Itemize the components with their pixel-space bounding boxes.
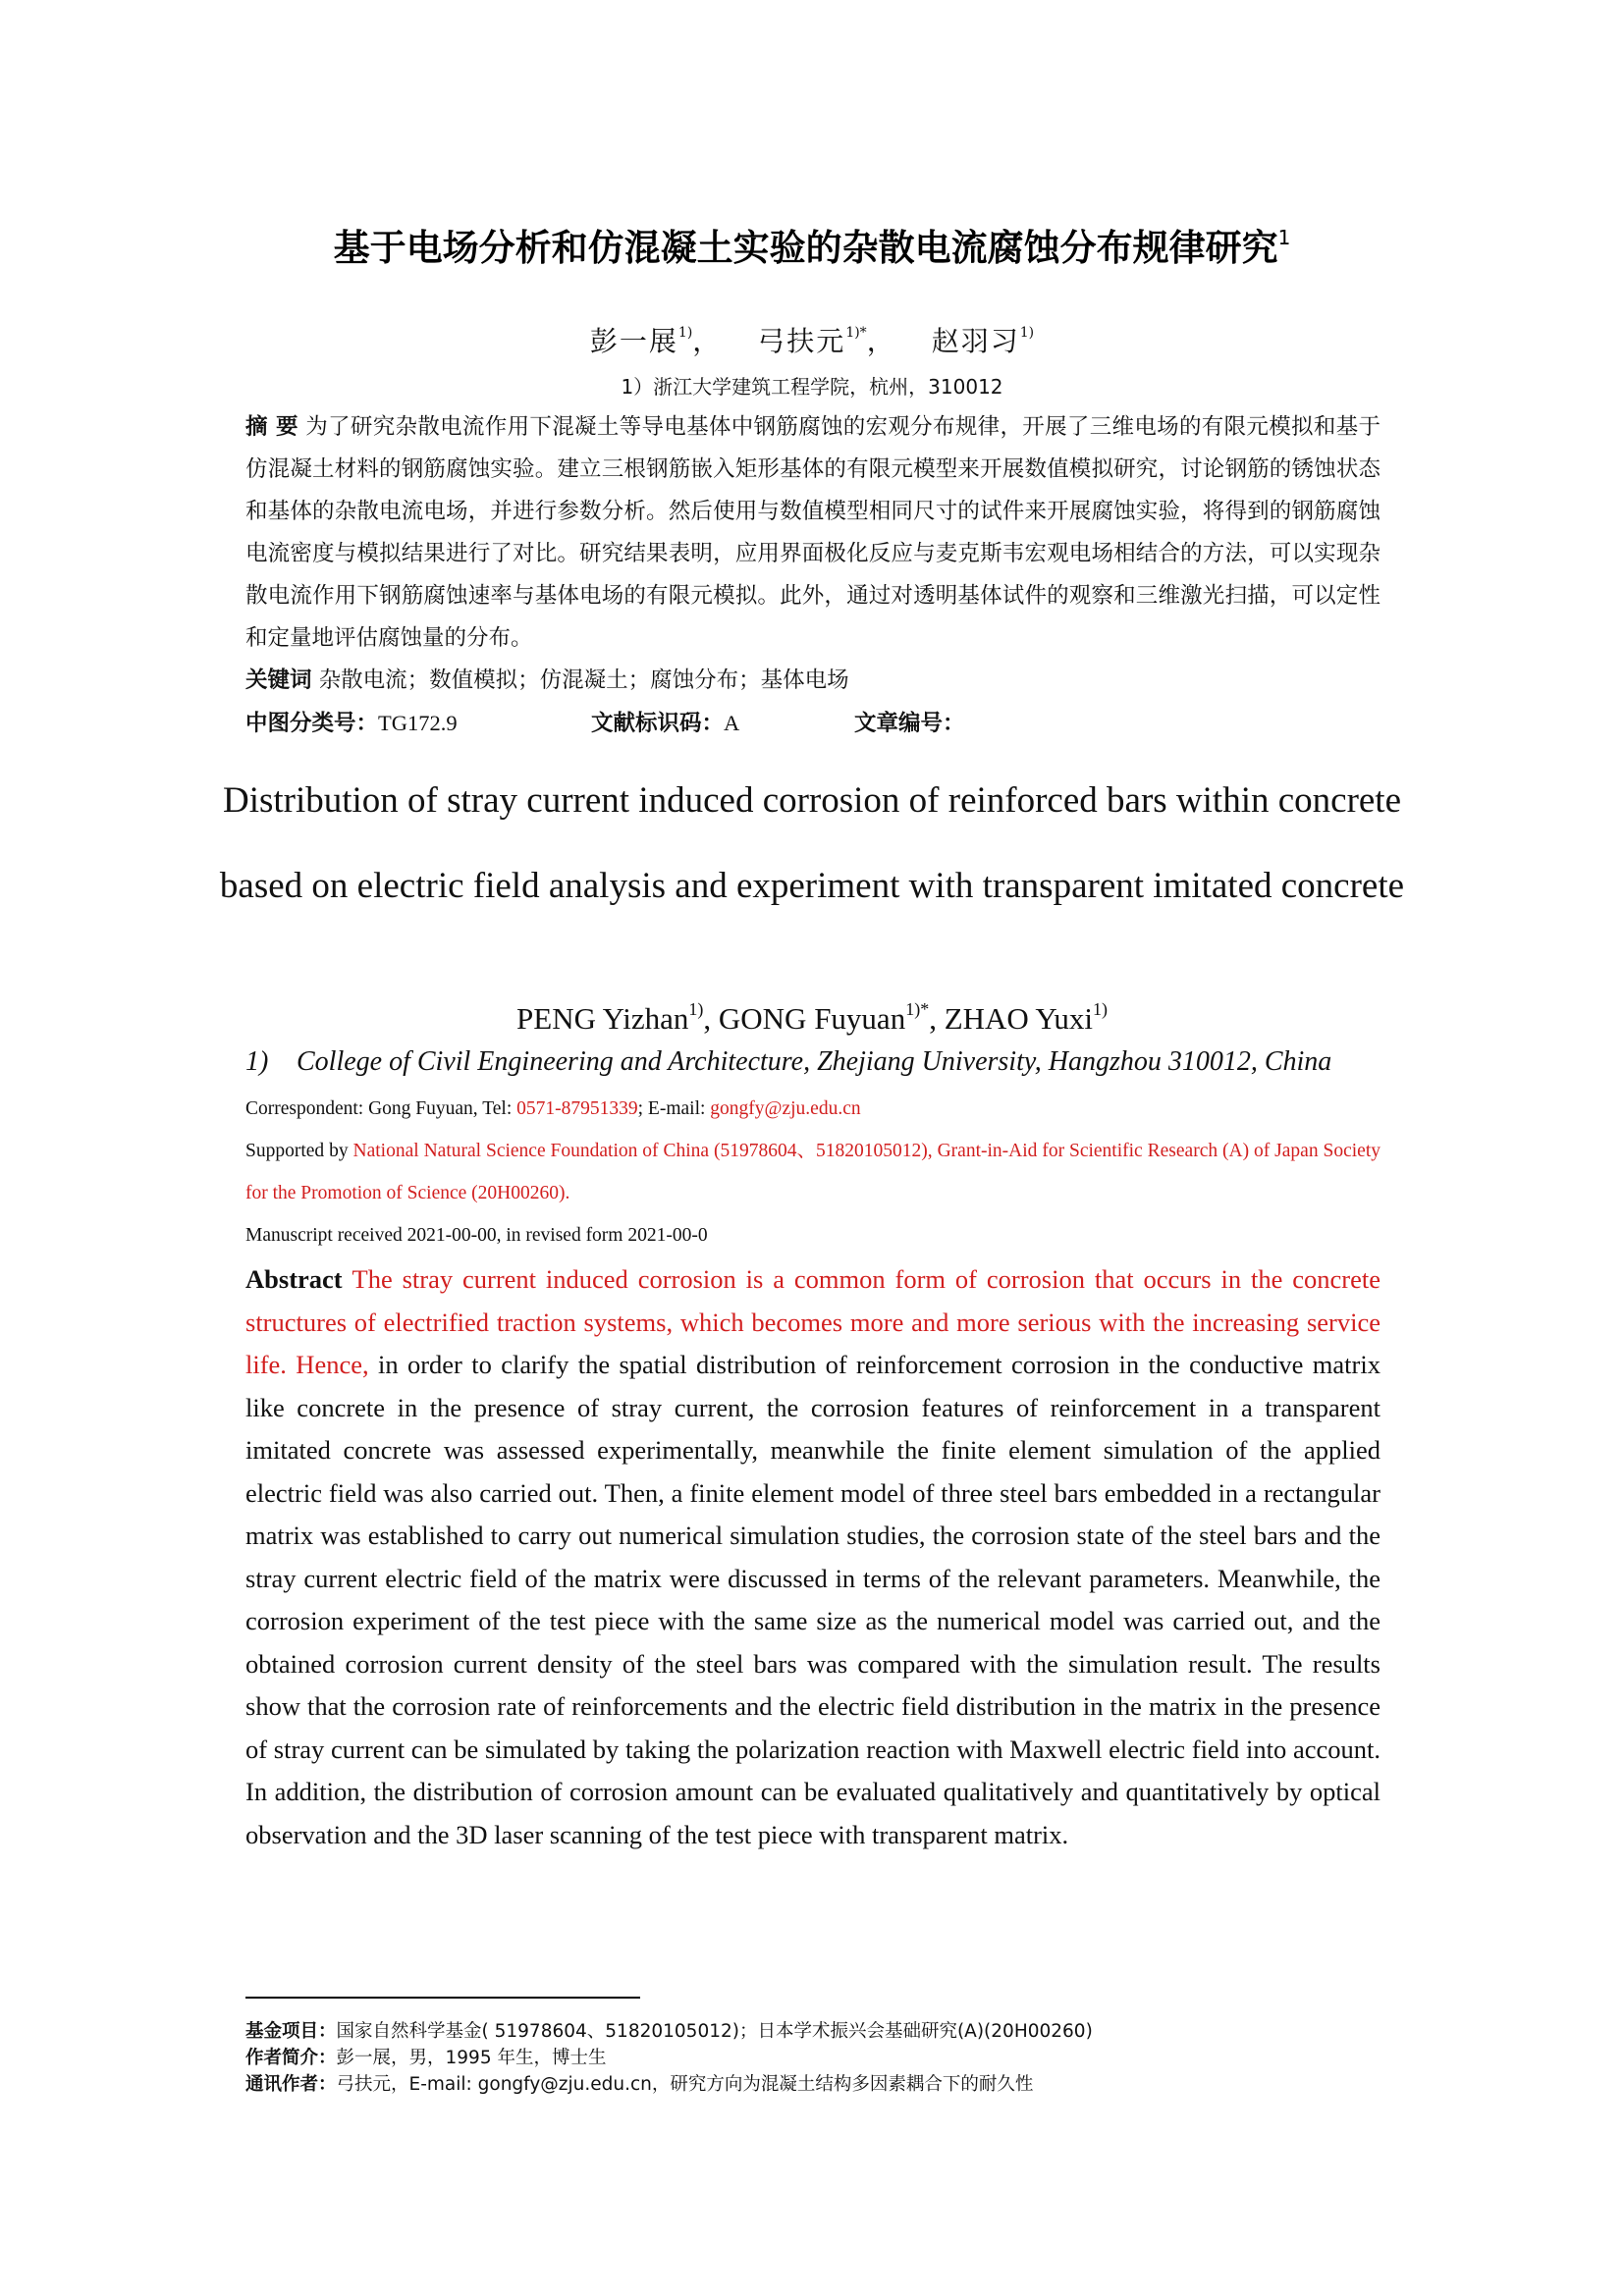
cn-abstract [245, 406, 1380, 660]
cn-author-mark: 1)* [845, 325, 867, 341]
en-title: Distribution of stray current induced corrosion of reinforced bars within concrete based on electric field analysis and experiment with transparent imitated concrete [219, 780, 1405, 906]
footnote-divider [245, 1997, 640, 1999]
cn-title-footnote-mark: 1 [1277, 226, 1291, 249]
en-author: ZHAO Yuxi [944, 1001, 1093, 1036]
cn-author-mark: 1) [677, 325, 693, 341]
en-abstract-text: in order to clarify the spatial distribution of reinforcement corrosion in the conductive matrix like concrete in the presence of stray current, the corrosion features of reinforcement in a transparent imitated concrete was assessed experimentally, meanwhile the finite element simulation of the applied electric field was also carried out. Then, a finite element model of three steel bars embedded in a rectangular matrix was established to carry out numerical simulation studies, the corrosion state of the steel bars and the stray current electric field of the matrix were discussed in terms of the relevant parameters. Meanwhile, the corrosion experiment of the test piece with the same size as the numerical model was carried out, and the obtained corrosion current density of the steel bars was compared with the simulation result. The results show that the corrosion rate of reinforcements and the electric field distribution in the matrix in the presence of stray current can be simulated by taking the polarization reaction with Maxwell electric field into account. In addition, the distribution of corrosion amount can be evaluated qualitatively and quantitatively by optical observation and the 3D laser scanning of the test piece with transparent matrix. [245, 1350, 1380, 1849]
footnotes [245, 2018, 1380, 2098]
clc-label: 中图分类号： [245, 711, 379, 736]
doc-code-value: A [724, 711, 740, 735]
en-author-mark: 1)* [905, 999, 930, 1019]
en-author-list: PENG Yizhan$^{1)}$, GONG Fuyuan$^{1)*}$, ZHAO Yuxi$^{1)}$ [516, 999, 1108, 1036]
manuscript-dates: Manuscript received 2021-00-00, in revised form 2021-00-0 [245, 1225, 708, 1246]
footnote-funding [245, 2018, 1380, 2045]
en-abstract-highlight: The stray current induced corrosion is a common form of corrosion that occurs in the concrete structures of electrified traction systems, which becomes more and more serious with the increasing service life. Hence, [245, 1264, 1380, 1379]
footnote-corresponding [245, 2071, 1380, 2098]
doc-code-label: 文献标识码： [591, 711, 725, 736]
en-abstract [245, 1258, 1380, 1856]
cn-author: 彭一展 [589, 325, 678, 357]
email-prefix: ; E-mail: [637, 1098, 711, 1119]
cn-title-text: 基于电场分析和仿混凝土实验的杂散电流腐蚀分布规律研究 [333, 227, 1278, 269]
article-no-label: 文章编号： [854, 711, 965, 736]
correspondent-prefix: Correspondent: Gong Fuyuan, Tel: [245, 1098, 517, 1119]
cn-title [0, 218, 1624, 271]
cn-keywords [245, 660, 1380, 702]
cn-author-list [0, 320, 1624, 359]
footnote-text: 国家自然科学基金( 51978604、51820105012)；日本学术振兴会基础研究(A)(20H00260) [336, 2021, 1093, 2042]
funding-statement [245, 1130, 1380, 1214]
cn-author: 弓扶元 [757, 325, 846, 357]
en-affiliation [245, 1046, 1384, 1078]
correspondent-line [245, 1088, 1380, 1130]
en-abstract-label: Abstract [245, 1264, 343, 1294]
en-author: GONG Fuyuan [718, 1001, 906, 1036]
cn-affiliation: 1）浙江大学建筑工程学院，杭州，310012 [621, 375, 1003, 399]
cn-keywords-text: 杂散电流；数值模拟；仿混凝土；腐蚀分布；基体电场 [318, 667, 849, 693]
supported-text: National Natural Science Foundation of China (51978604、51820105012), Grant-in-Aid for Scientific Research (A) of Japan Society for the Promotion of Science (20H00260). [245, 1141, 1380, 1203]
en-author-mark: 1) [1092, 999, 1108, 1019]
footnote-author-bio [245, 2045, 1380, 2071]
footnote-text: 弓扶元，E-mail: gongfy@zju.edu.cn，研究方向为混凝土结构多因素耦合下的耐久性 [336, 2074, 1034, 2095]
cn-author-mark: 1) [1019, 325, 1035, 341]
cn-author-separator: ， [866, 325, 896, 357]
footnote-label: 通讯作者： [245, 2074, 337, 2095]
cn-abstract-label: 摘 要 [245, 414, 298, 440]
correspondent-tel: 0571-87951339 [516, 1098, 638, 1119]
en-affiliation-text: College of Civil Engineering and Architecture, Zhejiang University, Hangzhou 310012, China [297, 1046, 1332, 1077]
en-author-mark: 1) [688, 999, 704, 1019]
correspondent-email-link[interactable]: gongfy@zju.edu.cn [710, 1098, 861, 1119]
cn-abstract-text: 为了研究杂散电流作用下混凝土等导电基体中钢筋腐蚀的宏观分布规律，开展了三维电场的有限元模拟和基于仿混凝土材料的钢筋腐蚀实验。建立三根钢筋嵌入矩形基体的有限元模型来开展数值模拟研究，讨论钢筋的锈蚀状态和基体的杂散电流电场，并进行参数分析。然后使用与数值模型相同尺寸的试件来开展腐蚀实验，将得到的钢筋腐蚀电流密度与模拟结果进行了对比。研究结果表明，应用界面极化反应与麦克斯韦宏观电场相结合的方法，可以实现杂散电流作用下钢筋腐蚀速率与基体电场的有限元模拟。此外，通过对透明基体试件的观察和三维激光扫描，可以定性和定量地评估腐蚀量的分布。 [245, 414, 1380, 651]
cn-classification-row [245, 702, 1380, 745]
clc-value: TG172.9 [378, 711, 458, 735]
cn-author: 赵羽习 [931, 325, 1020, 357]
cn-author-separator: ， [692, 325, 723, 357]
en-author: PENG Yizhan [516, 1001, 689, 1036]
supported-prefix: Supported by [245, 1141, 353, 1161]
footnote-label: 作者简介： [245, 2048, 337, 2068]
cn-keywords-label: 关键词 [245, 667, 312, 693]
footnote-label: 基金项目： [245, 2021, 337, 2042]
footnote-text: 彭一展，男，1995 年生，博士生 [336, 2048, 607, 2068]
en-affiliation-number: 1) [245, 1046, 269, 1077]
